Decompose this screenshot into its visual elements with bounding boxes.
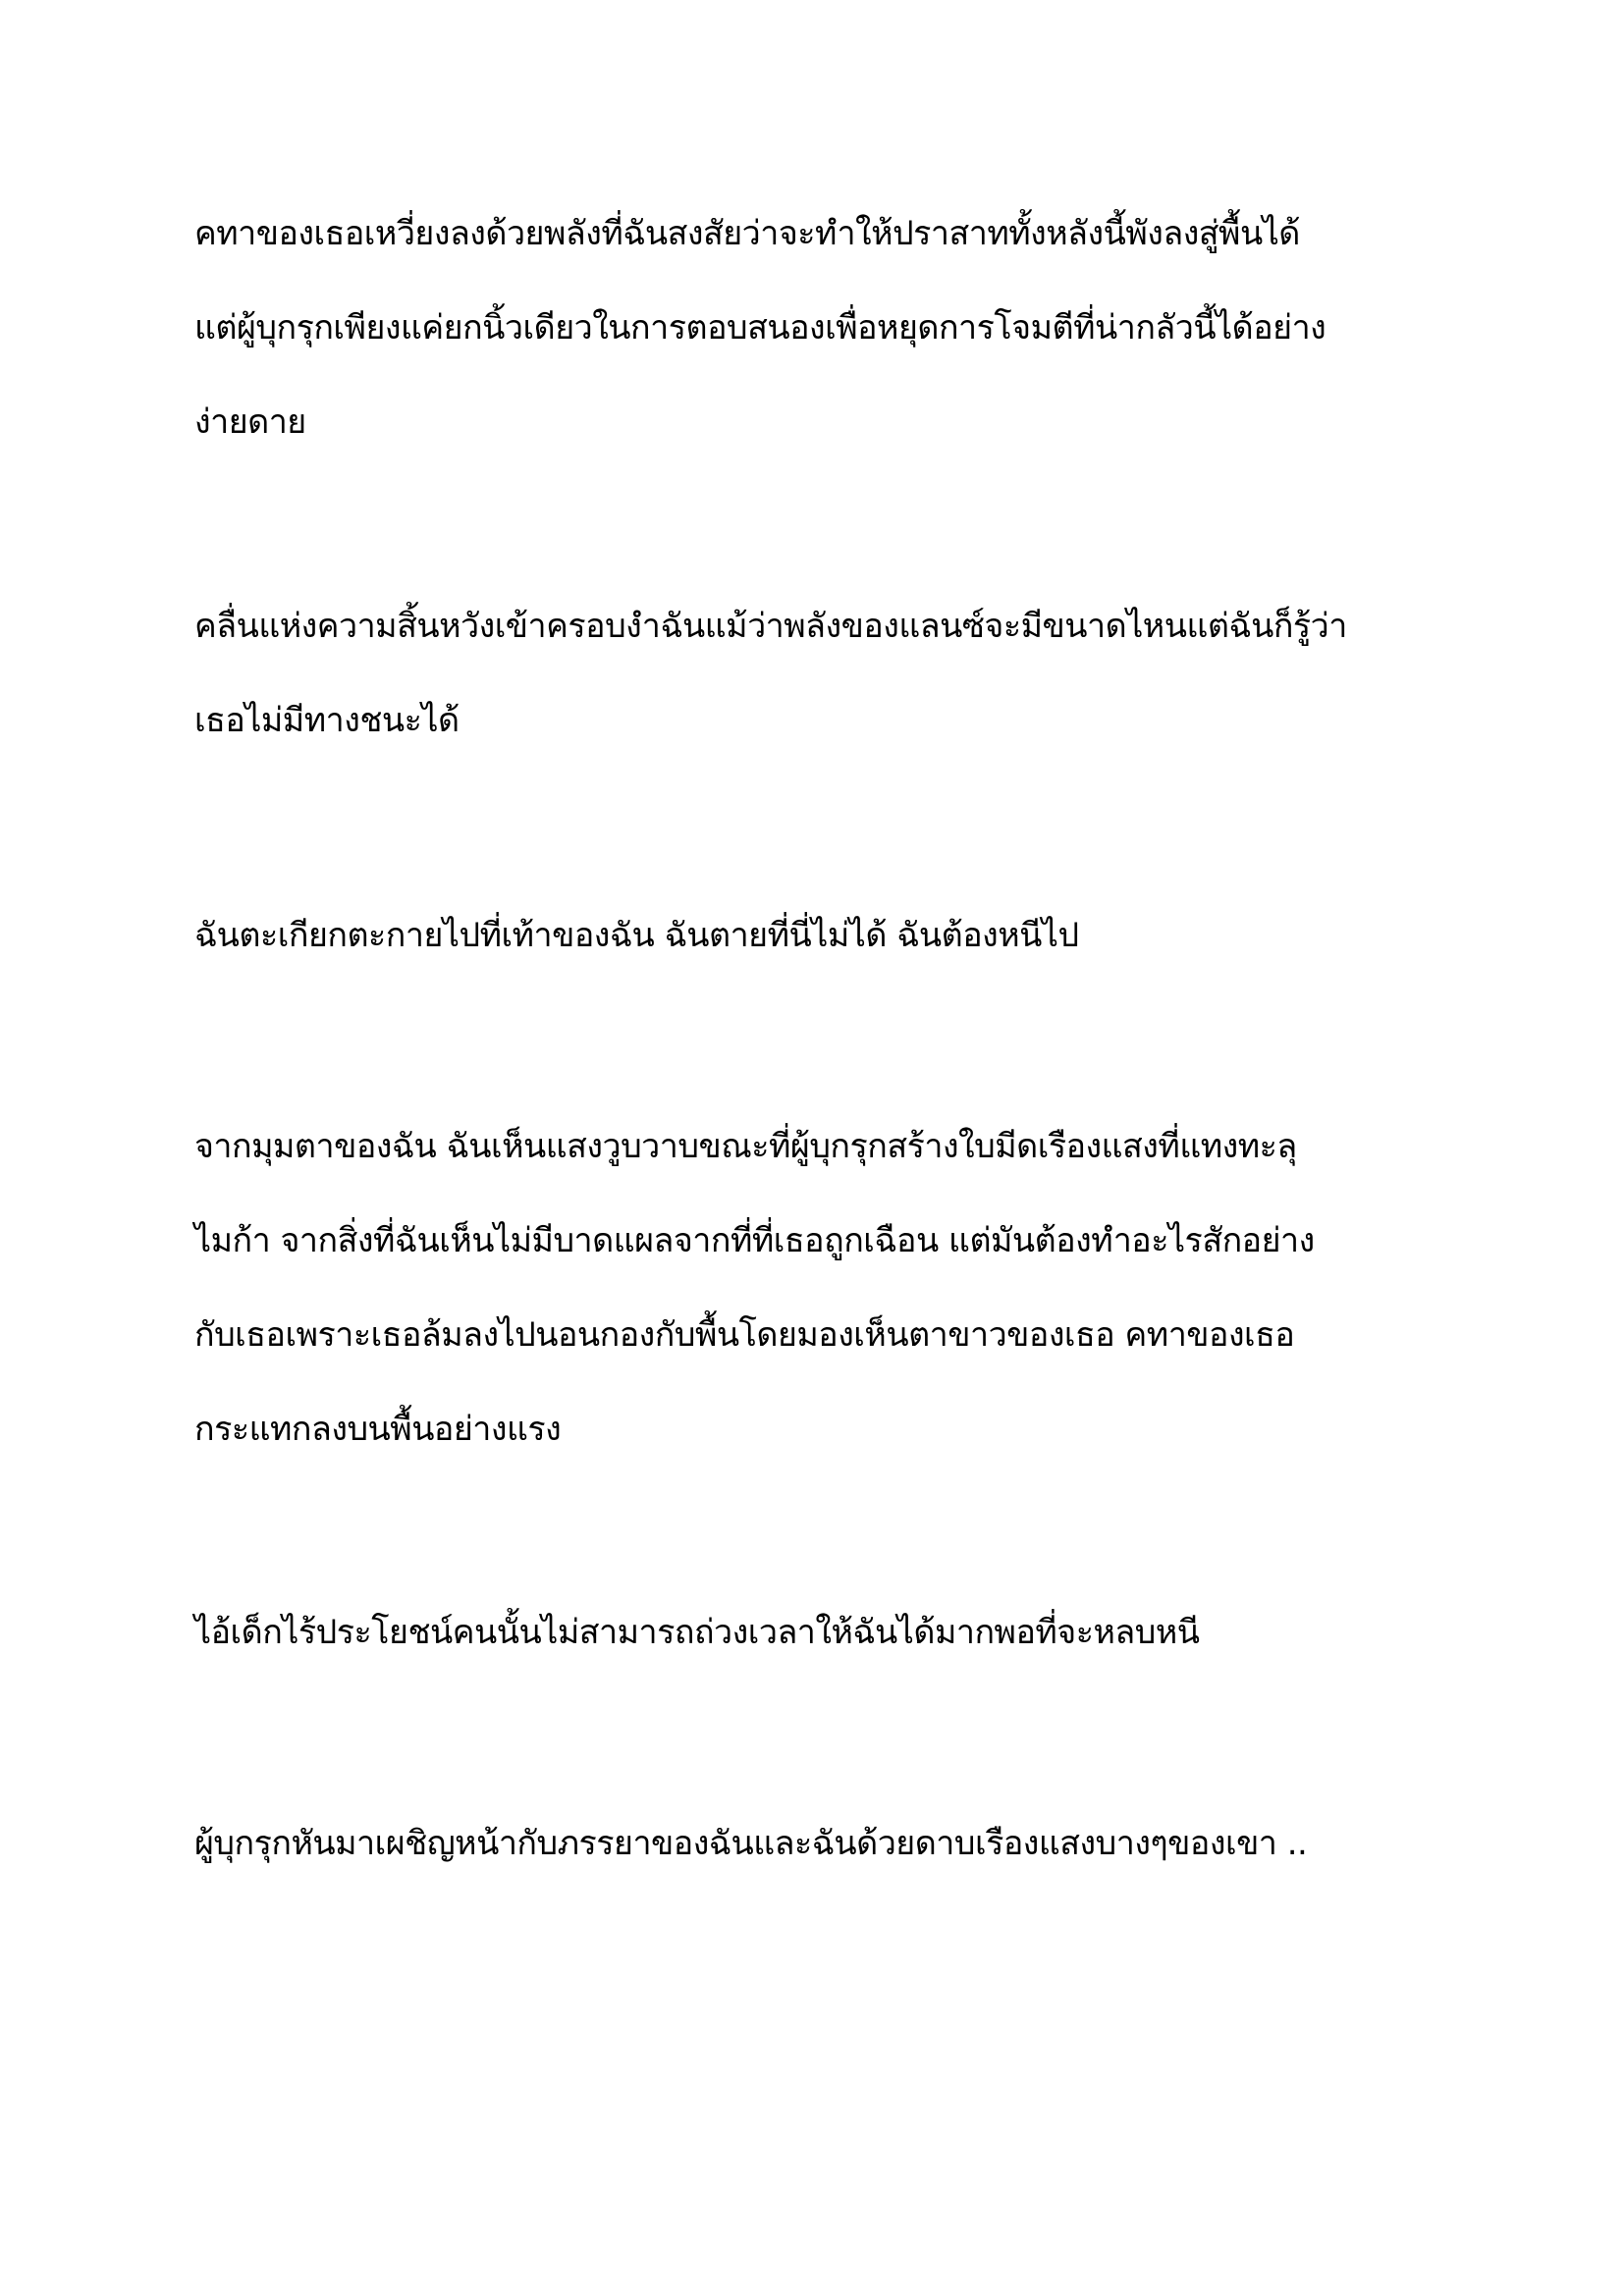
text-line: ง่ายดาย [194, 402, 306, 442]
text-line: คลื่นแห่งความสิ้นหวังเข้าครอบงำฉันแม้ว่าพลังของแลนซ์จะมีขนาดไหนแต่ฉันก็รู้ว่า [194, 607, 1347, 646]
paragraph-2 [194, 579, 1432, 768]
text-line: ไอ้เด็กไร้ประโยชน์คนนั้นไม่สามารถถ่วงเวลาให้ฉันได้มากพอที่จะหลบหนี [194, 1613, 1200, 1652]
text-line: ไมก้า จากสิ่งที่ฉันเห็นไม่มีบาดแผลจากที่ที่เธอถูกเฉือน แต่มันต้องทำอะไรสักอย่าง [194, 1221, 1315, 1260]
paragraph-3 [194, 888, 1432, 983]
text-line: ผู้บุกรุกหันมาเผชิญหน้ากับภรรยาของฉันและฉันด้วยดาบเรืองแสงบางๆของเขา .. [194, 1824, 1308, 1863]
text-line: แต่ผู้บุกรุกเพียงแค่ยกนิ้วเดียวในการตอบสนองเพื่อหยุดการโจมตีที่น่ากลัวนี้ได้อย่าง [194, 308, 1326, 347]
text-line: เธอไม่มีทางชนะได้ [194, 701, 460, 740]
text-line: ฉันตะเกียกตะกายไปที่เท้าของฉัน ฉันตายที่นี่ไม่ได้ ฉันต้องหนีไป [194, 916, 1079, 955]
text-line: คทาของเธอเหวี่ยงลงด้วยพลังที่ฉันสงสัยว่าจะทำให้ปราสาททั้งหลังนี้พังลงสู่พื้นได้ [194, 214, 1300, 253]
paragraph-6 [194, 1796, 1432, 1891]
paragraph-1 [194, 187, 1432, 469]
paragraph-4 [194, 1099, 1432, 1476]
text-line: จากมุมตาของฉัน ฉันเห็นแสงวูบวาบขณะที่ผู้บุกรุกสร้างใบมีดเรืองแสงที่แทงทะลุ [194, 1127, 1297, 1166]
text-line: กระแทกลงบนพื้นอย่างแรง [194, 1410, 562, 1449]
paragraph-5 [194, 1585, 1432, 1680]
text-line: กับเธอเพราะเธอล้มลงไปนอนกองกับพื้นโดยมองเห็นตาขาวของเธอ คทาของเธอ [194, 1315, 1295, 1355]
